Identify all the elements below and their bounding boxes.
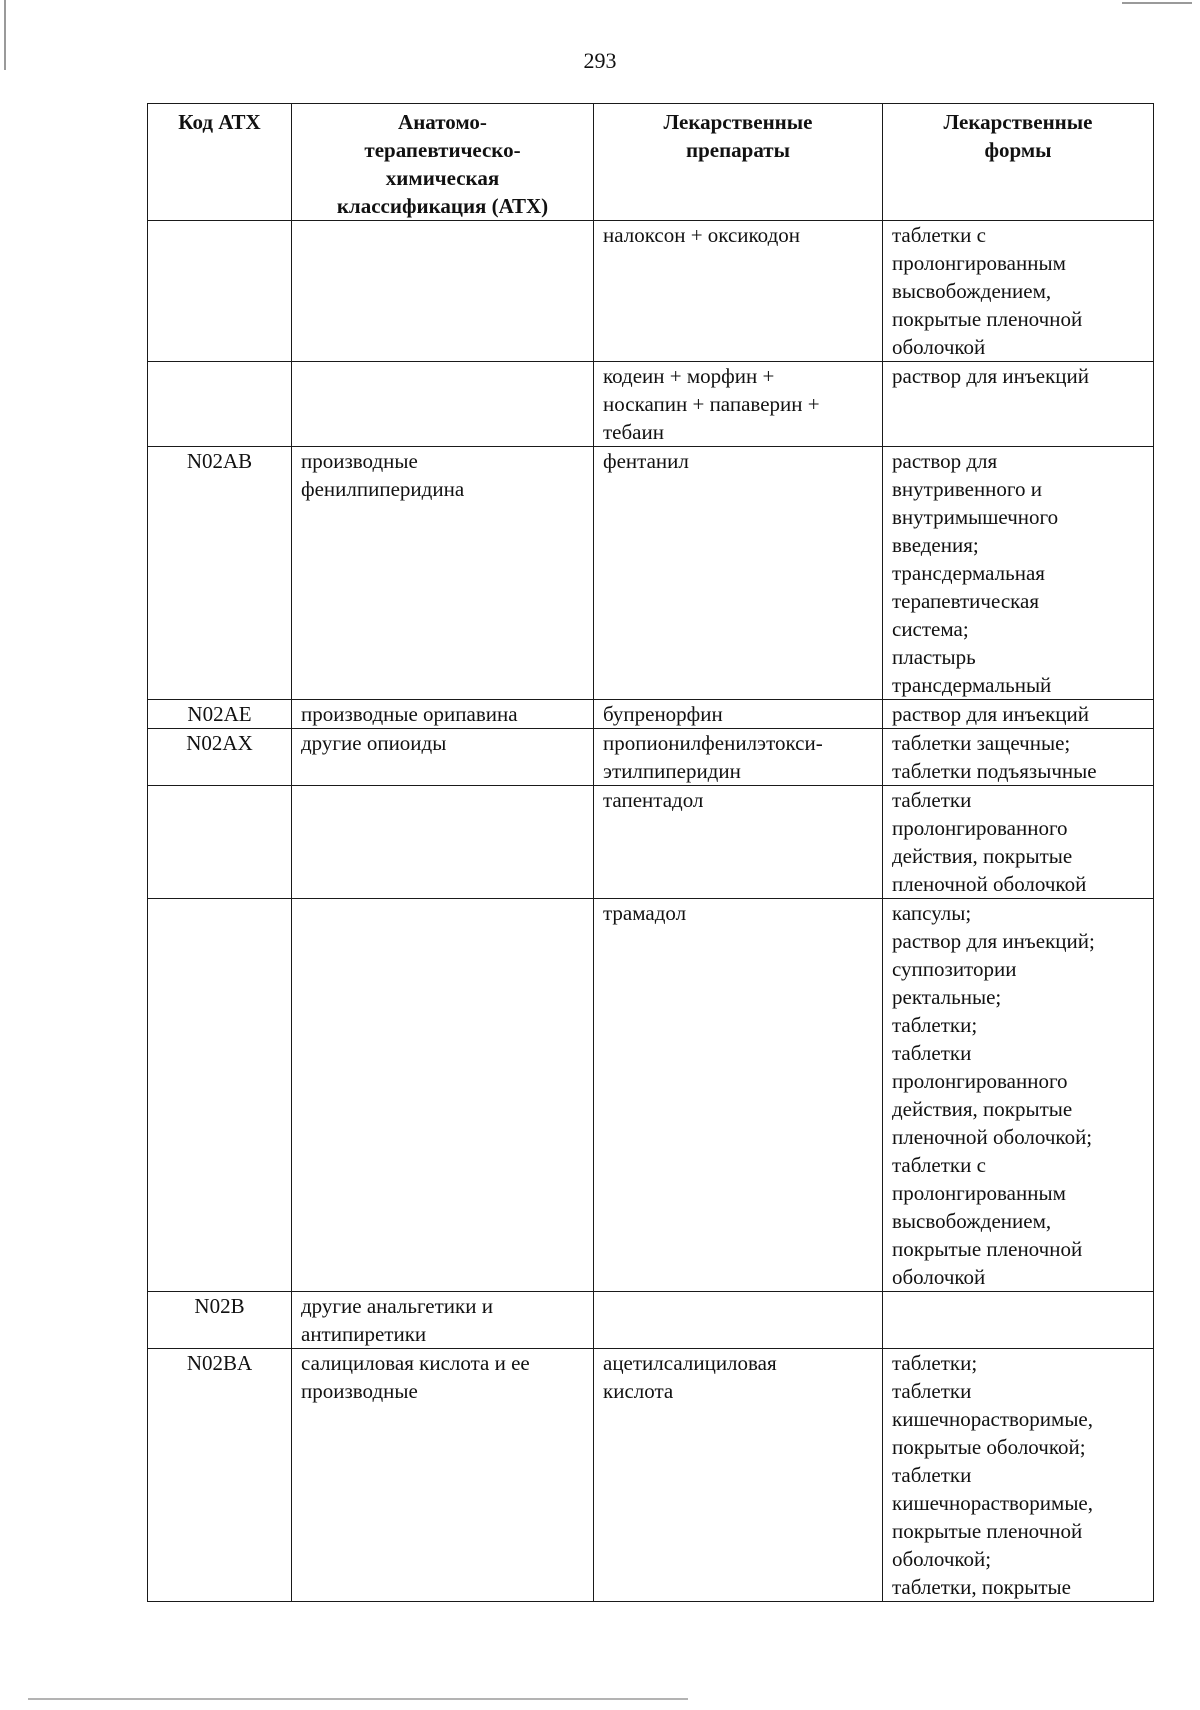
drug-cell: трамадол [594, 899, 883, 1292]
code-cell: N02AB [148, 447, 292, 700]
drug-cell: налоксон + оксикодон [594, 221, 883, 362]
classification-cell: производные фенилпиперидина [292, 447, 594, 700]
classification-cell: другие анальгетики и антипиретики [292, 1292, 594, 1349]
code-cell: N02AX [148, 729, 292, 786]
classification-cell [292, 786, 594, 899]
classification-cell: другие опиоиды [292, 729, 594, 786]
code-cell [148, 362, 292, 447]
page-number: 293 [583, 48, 617, 73]
code-cell: N02B [148, 1292, 292, 1349]
code-cell [148, 899, 292, 1292]
header-forms: Лекарственные формы [883, 104, 1154, 221]
classification-cell [292, 221, 594, 362]
atx-table [147, 103, 1154, 1602]
forms-cell: раствор для инъекций [883, 362, 1154, 447]
drug-cell: фентанил [594, 447, 883, 700]
drug-cell: пропионилфенилэтокси- этилпиперидин [594, 729, 883, 786]
forms-cell: таблетки; таблетки кишечнорастворимые, покрытые оболочкой; таблетки кишечнорастворимые, покрытые пленочной оболочкой; таблетки, покрытые [883, 1349, 1154, 1602]
forms-cell: раствор для инъекций [883, 700, 1154, 729]
table-row [148, 221, 1154, 362]
table-row [148, 729, 1154, 786]
code-cell [148, 221, 292, 362]
forms-cell [883, 1292, 1154, 1349]
table-row [148, 1292, 1154, 1349]
drug-cell: ацетилсалициловая кислота [594, 1349, 883, 1602]
table-row [148, 1349, 1154, 1602]
drug-cell: кодеин + морфин + носкапин + папаверин + тебаин [594, 362, 883, 447]
code-cell [148, 786, 292, 899]
header-drugs: Лекарственные препараты [594, 104, 883, 221]
drug-cell: бупренорфин [594, 700, 883, 729]
forms-cell: таблетки с пролонгированным высвобождением, покрытые пленочной оболочкой [883, 221, 1154, 362]
code-cell: N02BA [148, 1349, 292, 1602]
table-row [148, 899, 1154, 1292]
drug-cell [594, 1292, 883, 1349]
scan-edge-bottom [28, 1698, 688, 1700]
classification-cell: салициловая кислота и ее производные [292, 1349, 594, 1602]
classification-cell [292, 899, 594, 1292]
classification-cell: производные орипавина [292, 700, 594, 729]
scan-edge-top-right [1122, 2, 1192, 4]
code-cell: N02AE [148, 700, 292, 729]
table-row [148, 447, 1154, 700]
drug-cell: тапентадол [594, 786, 883, 899]
table-row [148, 786, 1154, 899]
forms-cell: капсулы; раствор для инъекций; суппозитории ректальные; таблетки; таблетки пролонгированного действия, покрытые пленочной оболочкой; таблетки с пролонгированным высвобождением, покрытые пленочной оболочкой [883, 899, 1154, 1292]
forms-cell: таблетки пролонгированного действия, покрытые пленочной оболочкой [883, 786, 1154, 899]
classification-cell [292, 362, 594, 447]
forms-cell: раствор для внутривенного и внутримышечного введения; трансдермальная терапевтическая система; пластырь трансдермальный [883, 447, 1154, 700]
header-classification: Анатомо- терапевтическо- химическая классификация (АТХ) [292, 104, 594, 221]
table-row [148, 362, 1154, 447]
forms-cell: таблетки защечные; таблетки подъязычные [883, 729, 1154, 786]
table-header-row [148, 104, 1154, 221]
table-row [148, 700, 1154, 729]
header-code: Код АТХ [148, 104, 292, 221]
